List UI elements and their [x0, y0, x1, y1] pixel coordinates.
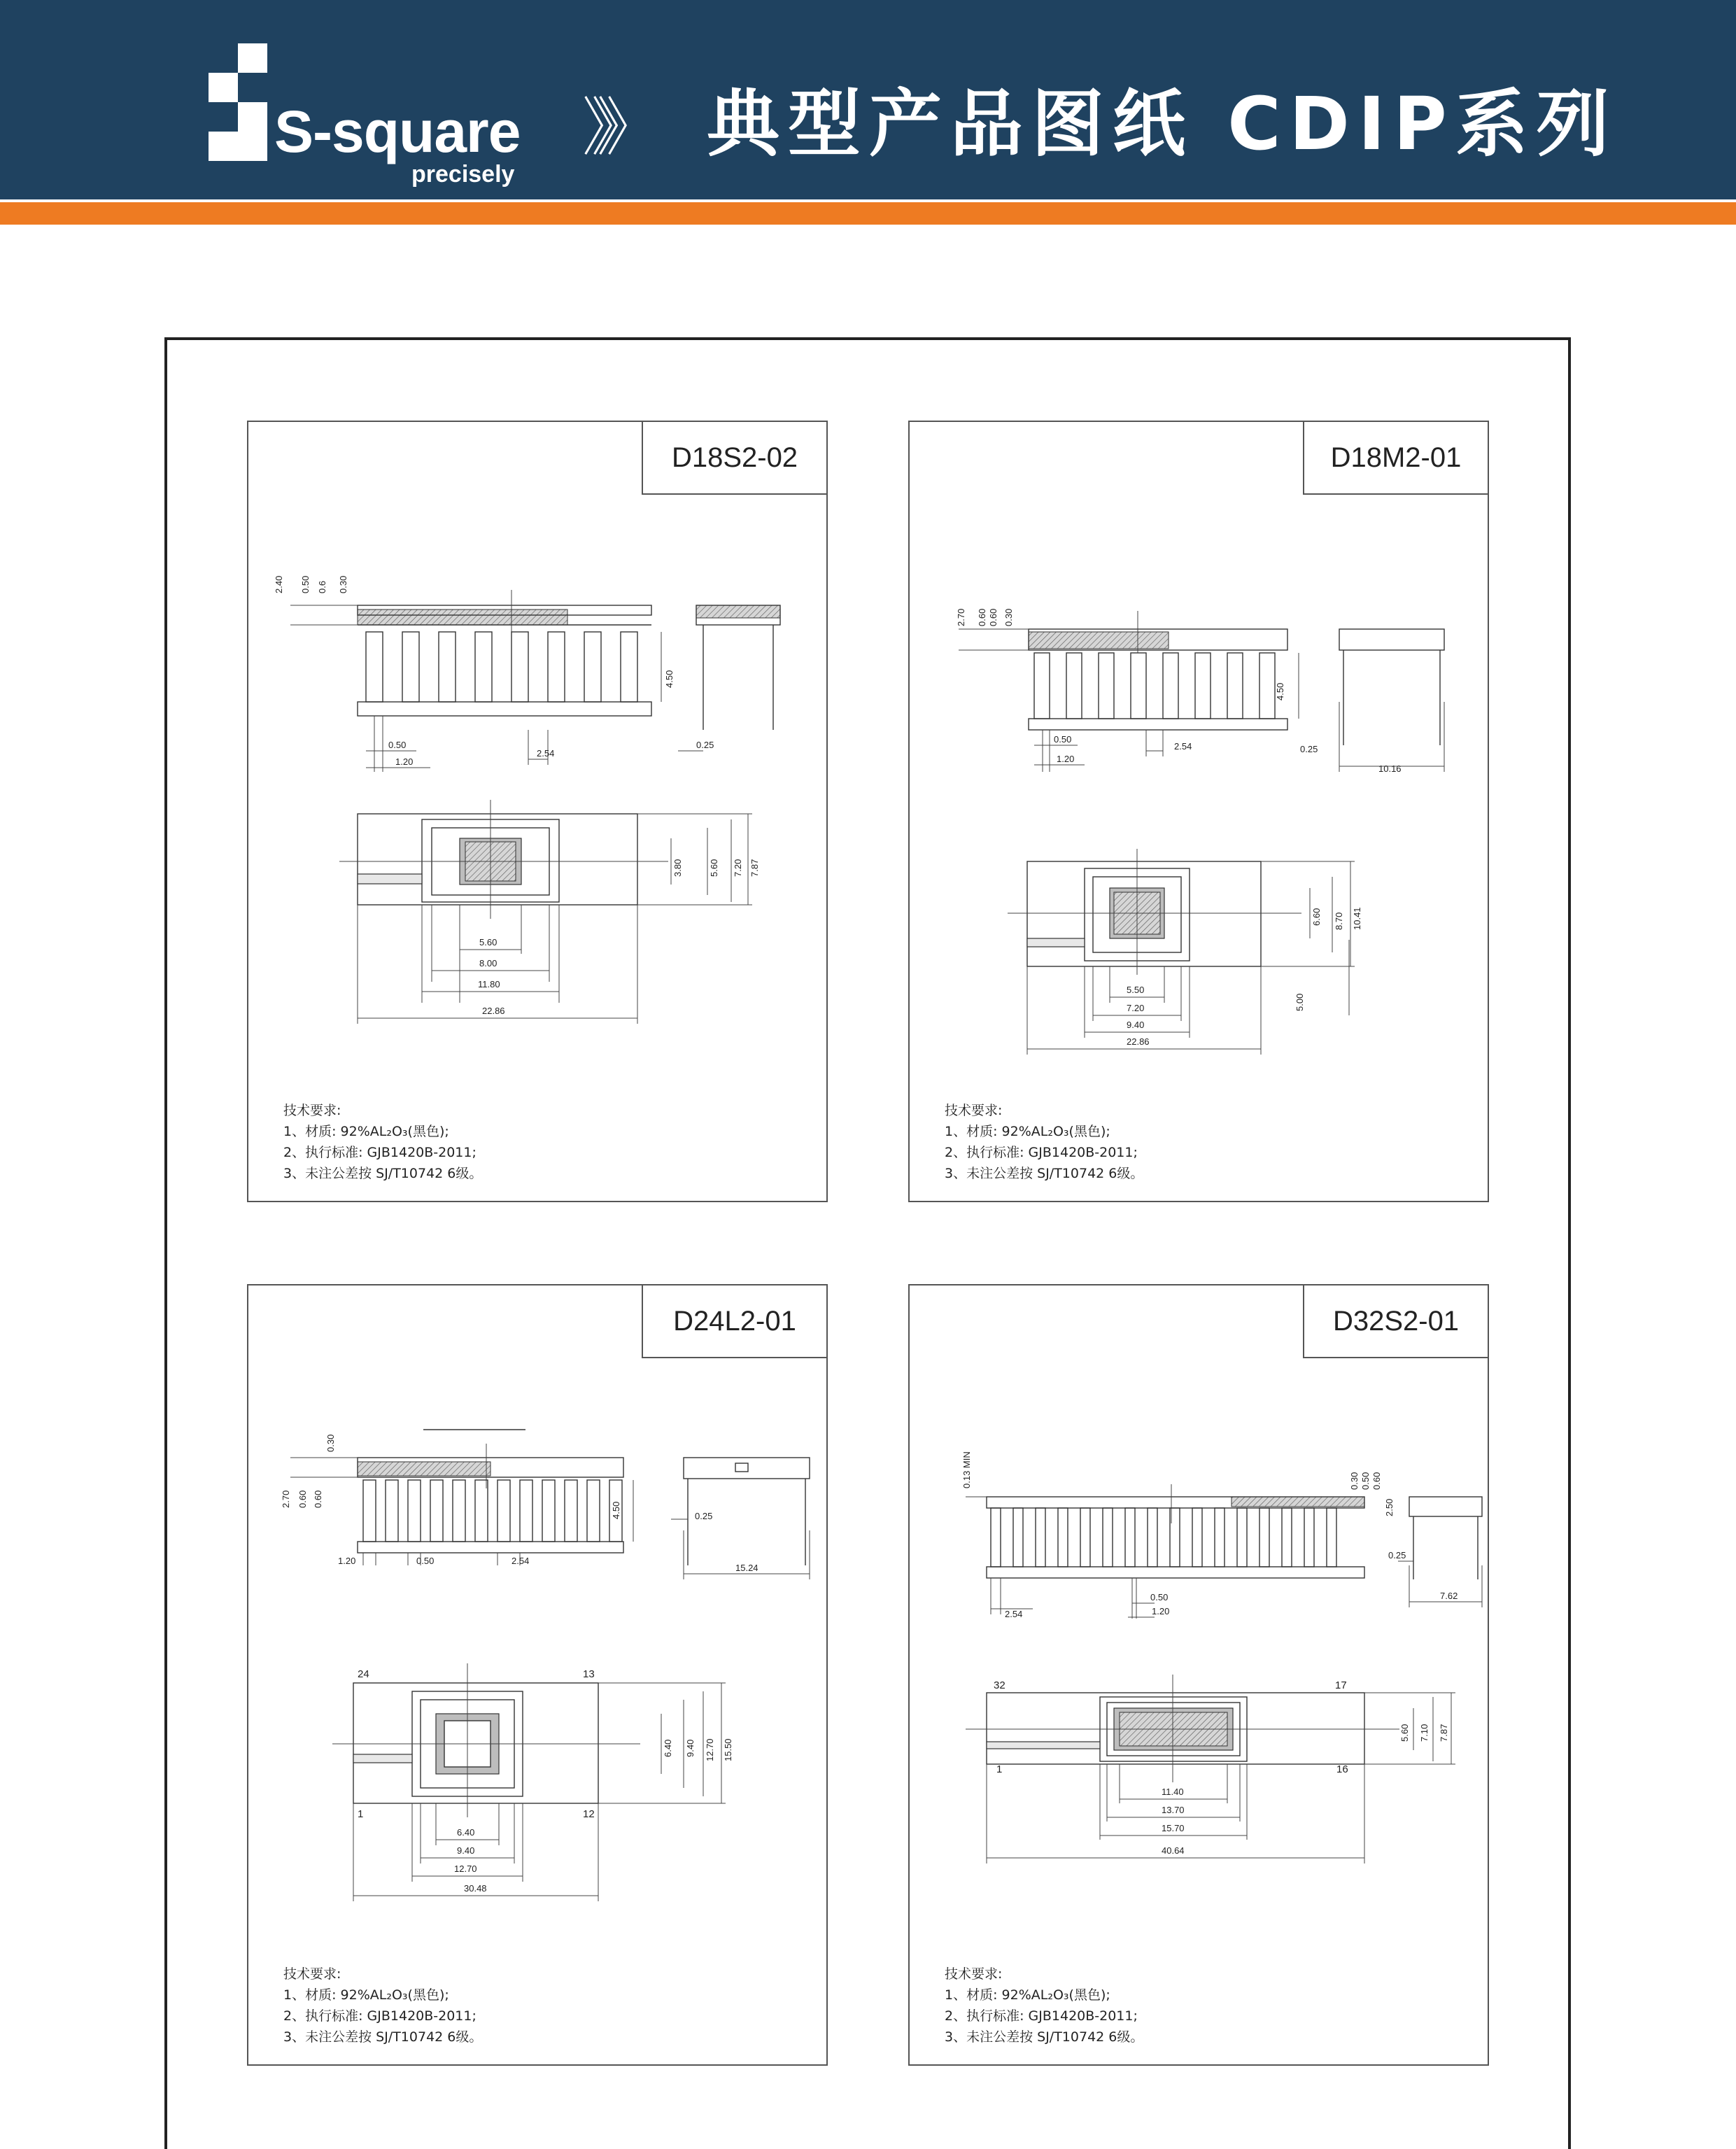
dim-label: 0.30 [1003, 608, 1014, 626]
dim-label: 1.20 [338, 1556, 356, 1566]
side-view [281, 1430, 810, 1579]
technical-notes [283, 1100, 482, 1184]
dim-label: 0.13 MIN [961, 1451, 972, 1488]
brand-name: S-square [274, 99, 521, 164]
dim-label: 0.50 [1360, 1472, 1371, 1490]
dim-label: 2.54 [1005, 1609, 1023, 1619]
note-line: 2、执行标准: GJB1420B-2011; [945, 2008, 1138, 2024]
technical-notes [283, 1964, 482, 2048]
dim-label: 0.25 [1388, 1550, 1406, 1560]
top-view [332, 1663, 733, 1901]
technical-notes [945, 1100, 1143, 1184]
dim-label: 0.50 [1150, 1592, 1169, 1602]
dim-label: 15.50 [723, 1738, 733, 1761]
dim-label: 0.60 [1371, 1472, 1382, 1490]
notes-heading: 技术要求: [945, 1966, 1003, 1982]
pin-number: 12 [583, 1808, 595, 1820]
chevron-right-icon: 》》 [582, 93, 643, 163]
dim-label: 2.50 [1384, 1498, 1395, 1516]
dim-label: 6.40 [457, 1827, 475, 1838]
dim-label: 7.20 [733, 859, 743, 877]
dim-label: 4.50 [611, 1501, 621, 1519]
dim-label: 0.30 [325, 1434, 336, 1452]
dim-label: 5.50 [1127, 985, 1145, 995]
drawing-panel-d18s2-02 [247, 421, 828, 1202]
dim-label: 0.30 [338, 575, 348, 593]
dim-label: 7.87 [1439, 1724, 1449, 1742]
package-drawing [248, 422, 829, 1204]
drawing-panel-d32s2-01 [908, 1284, 1489, 2066]
package-drawing [910, 1285, 1490, 2067]
note-line: 1、材质: 92%AL₂O₃(黑色); [283, 1124, 449, 1139]
dim-label: 7.20 [1127, 1003, 1145, 1013]
dim-label: 0.25 [696, 740, 714, 750]
dim-label: 0.25 [1300, 744, 1318, 754]
pin-number: 13 [583, 1668, 595, 1680]
part-code: D18M2-01 [1303, 421, 1489, 495]
dim-label: 22.86 [1127, 1036, 1150, 1047]
part-code: D32S2-01 [1303, 1284, 1489, 1358]
note-line: 2、执行标准: GJB1420B-2011; [283, 1145, 477, 1160]
package-drawing [910, 422, 1490, 1204]
dim-label: 4.50 [1275, 682, 1285, 700]
note-line: 3、未注公差按 SJ/T10742 6级。 [945, 1166, 1144, 1181]
dim-label: 5.60 [479, 937, 497, 947]
dim-label: 15.24 [735, 1563, 758, 1573]
dim-label: 6.40 [663, 1739, 673, 1757]
dim-label: 40.64 [1162, 1845, 1185, 1856]
note-line: 1、材质: 92%AL₂O₃(黑色); [283, 1987, 449, 2003]
dim-label: 11.40 [1162, 1787, 1184, 1797]
dim-label: 5.60 [709, 859, 719, 877]
brand-tagline: precisely [411, 161, 515, 188]
pin-number: 32 [994, 1679, 1005, 1691]
pin-number: 17 [1335, 1679, 1347, 1691]
note-line: 3、未注公差按 SJ/T10742 6级。 [945, 2029, 1144, 2045]
dim-label: 0.50 [300, 575, 311, 593]
dim-label: 2.70 [281, 1490, 291, 1508]
dim-label: 1.20 [395, 756, 414, 767]
dim-label: 1.20 [1152, 1606, 1170, 1616]
pin-number: 1 [996, 1763, 1003, 1775]
dim-label: 9.40 [1127, 1020, 1145, 1030]
top-view [1008, 849, 1362, 1055]
dim-label: 0.50 [1054, 734, 1072, 745]
note-line: 3、未注公差按 SJ/T10742 6级。 [283, 2029, 483, 2045]
notes-heading: 技术要求: [945, 1103, 1003, 1118]
technical-notes [945, 1964, 1143, 2048]
dim-label: 12.70 [705, 1738, 715, 1761]
dim-label: 2.54 [511, 1556, 530, 1566]
dim-label: 6.60 [1311, 908, 1322, 926]
dim-label: 0.6 [317, 580, 327, 593]
dim-label: 7.87 [749, 859, 760, 877]
dim-label: 0.60 [297, 1490, 308, 1508]
dim-label: 5.60 [1399, 1724, 1410, 1742]
dim-label: 0.30 [1349, 1472, 1360, 1490]
pin-number: 24 [358, 1668, 369, 1680]
page-title: 典型产品图纸 CDIP系列 [707, 81, 1618, 167]
side-view [956, 609, 1444, 774]
dim-label: 22.86 [482, 1006, 505, 1016]
note-line: 2、执行标准: GJB1420B-2011; [283, 2008, 477, 2024]
dim-label: 11.80 [478, 979, 500, 989]
note-line: 2、执行标准: GJB1420B-2011; [945, 1145, 1138, 1160]
top-view [966, 1675, 1455, 1863]
pin-number: 1 [358, 1808, 364, 1820]
drawing-panel-d18m2-01 [908, 421, 1489, 1202]
drawing-panel-d24l2-01 [247, 1284, 828, 2066]
dim-label: 5.00 [1294, 993, 1305, 1011]
dim-label: 15.70 [1162, 1823, 1185, 1833]
dim-label: 7.10 [1419, 1724, 1430, 1742]
dim-label: 0.60 [988, 608, 998, 626]
dim-label: 10.41 [1352, 907, 1362, 930]
top-view [339, 800, 760, 1024]
dim-label: 2.54 [537, 748, 555, 759]
package-drawing [248, 1285, 829, 2067]
dim-label: 0.50 [416, 1556, 435, 1566]
dim-label: 10.16 [1378, 763, 1402, 774]
dim-label: 3.80 [672, 859, 683, 877]
dim-label: 8.70 [1334, 912, 1344, 930]
side-view [961, 1451, 1482, 1619]
dim-label: 0.60 [977, 608, 987, 626]
note-line: 1、材质: 92%AL₂O₃(黑色); [945, 1124, 1110, 1139]
dim-label: 2.40 [274, 575, 284, 593]
dim-label: 13.70 [1162, 1805, 1185, 1815]
part-code: D24L2-01 [642, 1284, 828, 1358]
note-line: 3、未注公差按 SJ/T10742 6级。 [283, 1166, 483, 1181]
dim-label: 9.40 [685, 1739, 696, 1757]
pin-number: 16 [1336, 1763, 1348, 1775]
accent-stripe [0, 202, 1736, 225]
notes-heading: 技术要求: [283, 1103, 341, 1118]
dim-label: 0.25 [695, 1511, 713, 1521]
notes-heading: 技术要求: [283, 1966, 341, 1982]
part-code: D18S2-02 [642, 421, 828, 495]
dim-label: 7.62 [1440, 1591, 1458, 1601]
dim-label: 2.54 [1174, 741, 1192, 752]
note-line: 1、材质: 92%AL₂O₃(黑色); [945, 1987, 1110, 2003]
dim-label: 30.48 [464, 1883, 487, 1894]
dim-label: 4.50 [664, 670, 675, 688]
dim-label: 9.40 [457, 1845, 475, 1856]
dim-label: 8.00 [479, 958, 497, 968]
dim-label: 0.60 [313, 1490, 323, 1508]
dim-label: 0.50 [388, 740, 407, 750]
dim-label: 2.70 [956, 608, 966, 626]
dim-label: 12.70 [454, 1863, 477, 1874]
side-view [274, 576, 780, 772]
dim-label: 1.20 [1057, 754, 1075, 764]
